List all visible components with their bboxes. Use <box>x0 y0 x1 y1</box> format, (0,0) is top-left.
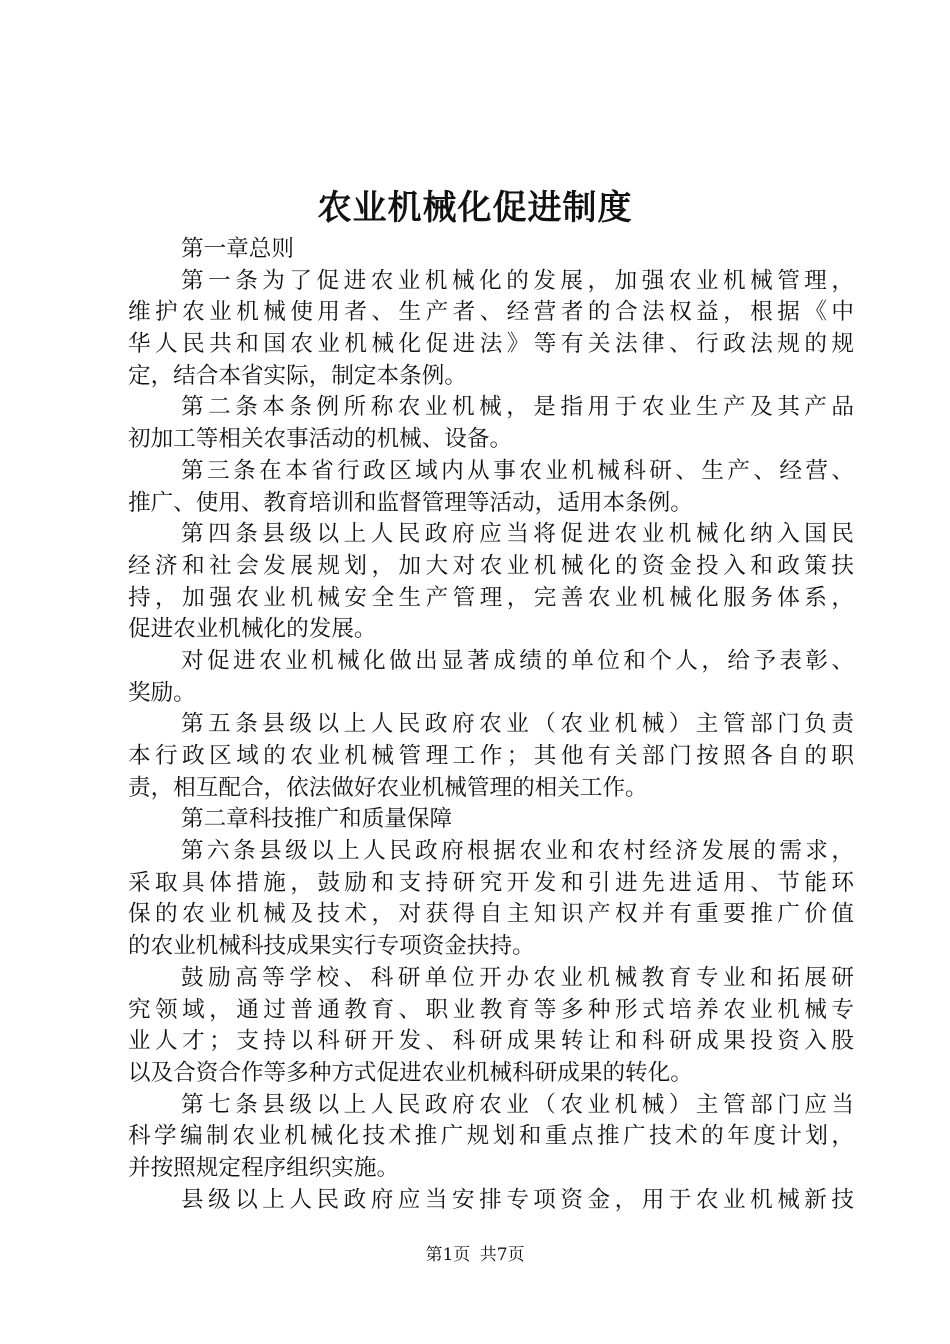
body-line: 第七条县级以上人民政府农业（农业机械）主管部门应当 <box>181 1091 854 1118</box>
body-line: 促进农业机械化的发展。 <box>128 616 377 643</box>
body-line: 鼓励高等学校、科研单位开办农业机械教育专业和拓展研 <box>181 964 854 991</box>
body-line: 持，加强农业机械安全生产管理，完善农业机械化服务体系， <box>128 584 854 611</box>
body-line: 华人民共和国农业机械化促进法》等有关法律、行政法规的规 <box>128 331 854 358</box>
body-line: 究领域，通过普通教育、职业教育等多种形式培养农业机械专 <box>128 996 854 1023</box>
body-line: 本行政区域的农业机械管理工作；其他有关部门按照各自的职 <box>128 743 854 769</box>
body-line: 科学编制农业机械化技术推广规划和重点推广技术的年度计划， <box>128 1123 854 1150</box>
body-line: 以及合资合作等多种方式促进农业机械科研成果的转化。 <box>128 1059 693 1086</box>
page-footer <box>0 1243 950 1267</box>
document-body <box>128 234 854 1216</box>
body-line: 保的农业机械及技术，对获得自主知识产权并有重要推广价值 <box>128 901 854 928</box>
body-line: 并按照规定程序组织实施。 <box>128 1154 400 1181</box>
body-line: 采取具体措施，鼓励和支持研究开发和引进先进适用、节能环 <box>128 869 854 896</box>
page-number: 第1页 <box>425 1245 471 1265</box>
body-line: 推广、使用、教育培训和监督管理等活动，适用本条例。 <box>128 489 693 516</box>
body-line: 第三条在本省行政区域内从事农业机械科研、生产、经营、 <box>181 457 854 484</box>
body-line: 第五条县级以上人民政府农业（农业机械）主管部门负责 <box>181 711 854 738</box>
body-line: 第一章总则 <box>181 236 294 262</box>
body-line: 经济和社会发展规划，加大对农业机械化的资金投入和政策扶 <box>128 552 854 579</box>
body-line: 定，结合本省实际，制定本条例。 <box>128 362 467 389</box>
document-title: 农业机械化促进制度 <box>317 188 633 228</box>
body-line: 第一条为了促进农业机械化的发展，加强农业机械管理， <box>181 267 854 294</box>
body-line: 责，相互配合，依法做好农业机械管理的相关工作。 <box>128 774 648 801</box>
body-line: 县级以上人民政府应当安排专项资金，用于农业机械新技 <box>181 1186 854 1213</box>
body-line: 奖励。 <box>128 679 196 706</box>
body-line: 第六条县级以上人民政府根据农业和农村经济发展的需求， <box>181 838 854 865</box>
body-line: 初加工等相关农事活动的机械、设备。 <box>128 426 513 453</box>
body-line: 第四条县级以上人民政府应当将促进农业机械化纳入国民 <box>181 521 854 548</box>
page-total: 共7页 <box>479 1245 525 1265</box>
body-line: 的农业机械科技成果实行专项资金扶持。 <box>128 933 535 960</box>
body-line: 对促进农业机械化做出显著成绩的单位和个人，给予表彰、 <box>181 647 854 674</box>
body-line: 业人才；支持以科研开发、科研成果转让和科研成果投资入股 <box>128 1028 854 1055</box>
body-line: 第二章科技推广和质量保障 <box>181 806 453 833</box>
body-line: 维护农业机械使用者、生产者、经营者的合法权益，根据《中 <box>128 299 854 326</box>
body-line: 第二条本条例所称农业机械，是指用于农业生产及其产品 <box>181 394 854 421</box>
